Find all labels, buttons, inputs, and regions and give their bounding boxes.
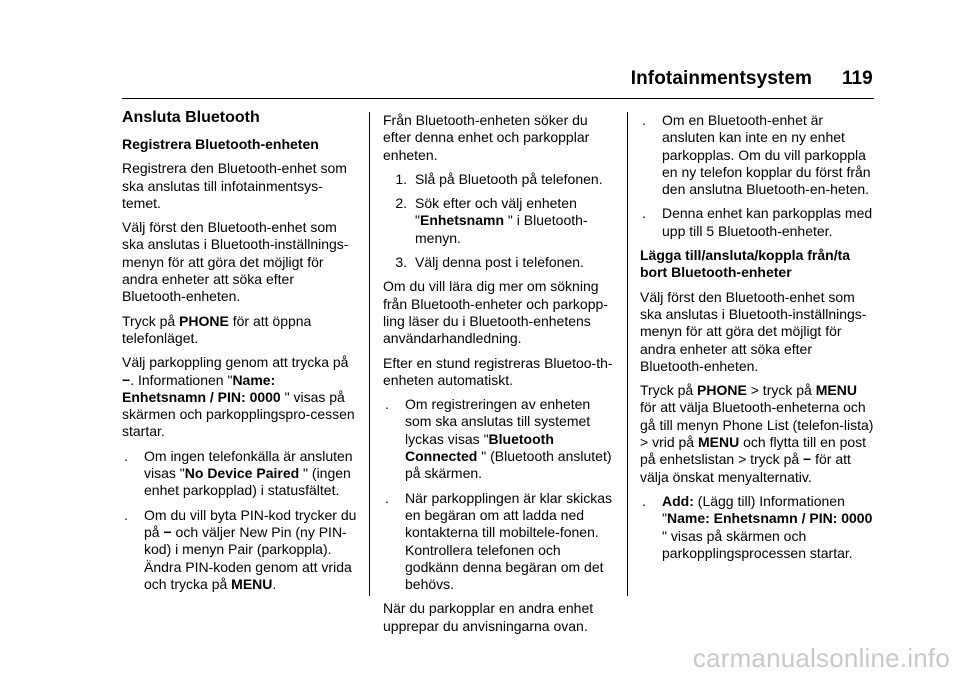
subheading-manage: Lägga till/ansluta/koppla från/ta bort Bluetooth-enheter <box>640 247 851 281</box>
subheading-register: Registrera Bluetooth-enheten <box>122 136 319 152</box>
paragraph: Välj först den Bluetooth-enhet som ska anslutas i Bluetooth-inställnings-menyn för att göra det möjligt för andra enheter att söka efter Bluetooth-enheten. <box>122 219 349 305</box>
dash-symbol: − <box>122 371 131 388</box>
paragraph: Om du vill lära dig mer om sökning från Bluetooth-enheter och parkopp-ling läser du i Bluetooth-enhetens användarhandledning. <box>383 278 608 347</box>
list-item: . Om du vill byta PIN-kod trycker du på − och väljer New Pin (ny PIN-kod) i menyn Pair (parkoppla). Ändra PIN-koden genom att vrida och trycka på MENU. <box>124 506 357 592</box>
list-item: . Om registreringen av enheten som ska anslutas till systemet lyckas visas "Bluetooth Connected " (Bluetooth anslutet) på skärmen. <box>385 396 612 482</box>
bullet-icon: . <box>642 205 646 222</box>
paragraph: Välj först den Bluetooth-enhet som ska anslutas i Bluetooth-inställnings-menyn för att göra det möjligt för andra enheter att söka efter Bluetooth-enheten. <box>640 288 867 374</box>
list-item: . Om ingen telefonkälla är ansluten visas "No Device Paired " (ingen enhet parkopplad) i statusfältet. <box>124 447 353 499</box>
column-divider-1 <box>369 112 370 596</box>
bullet-icon: . <box>124 506 128 523</box>
paragraph: Välj parkoppling genom att trycka på −. Informationen "Name: Enhetsnamn / PIN: 0000 " visas på skärmen och parkopplingspro-cessen startar. <box>122 354 355 440</box>
header-rule <box>122 98 874 99</box>
list-item: . Om en Bluetooth-enhet är ansluten kan inte en ny enhet parkopplas. Om du vill parkoppla en ny telefon kopplar du först från den anslutna Bluetooth-en-heten. <box>642 112 871 198</box>
list-item: . När parkopplingen är klar skickas en begäran om att ladda ned kontakterna till mobiltele-fonen. Kontrollera telefonen och godkänn denna begäran om det behövs. <box>385 489 612 593</box>
paragraph: Tryck på PHONE för att öppna telefonläget. <box>122 312 312 346</box>
numbered-step: 3. Välj denna post i telefonen. <box>395 254 584 271</box>
page-number: 119 <box>842 68 873 89</box>
section-heading: Ansluta Bluetooth <box>122 109 260 126</box>
column-divider-2 <box>627 112 628 596</box>
bullet-icon: . <box>385 396 389 413</box>
column-1 <box>122 108 358 600</box>
dash-symbol: − <box>163 523 172 540</box>
bullet-icon: . <box>642 112 646 128</box>
paragraph: När du parkopplar en andra enhet upprepar du anvisningarna ovan. <box>383 600 594 634</box>
numbered-step: 1. Slå på Bluetooth på telefonen. <box>395 170 603 187</box>
paragraph: Tryck på PHONE > tryck på MENU för att välja Bluetooth-enheterna och gå till menyn Phone List (telefon-lista) > vrid på MENU och flytta till en post på enhetslistan > tryck på − för att välja önskat menyalternativ. <box>640 382 874 485</box>
bullet-icon: . <box>124 447 128 464</box>
column-2 <box>383 112 615 642</box>
paragraph: Från Bluetooth-enheten söker du efter denna enhet och parkopplar enheten. <box>383 112 590 163</box>
running-title: Infotainmentsystem <box>630 68 812 89</box>
button-label-phone: PHONE <box>179 312 229 329</box>
bullet-icon: . <box>385 489 389 506</box>
list-item: . Denna enhet kan parkopplas med upp till 5 Bluetooth-enheter. <box>642 205 873 239</box>
page-header <box>0 68 960 92</box>
numbered-step: 2. Sök efter och välj enheten "Enhetsnamn " i Bluetooth-menyn. <box>395 195 588 246</box>
list-item: . Add: (Lägg till) Informationen "Name: Enhetsnamn / PIN: 0000 " visas på skärmen och parkopplingsprocessen startar. <box>642 492 873 561</box>
dash-symbol: − <box>803 451 812 468</box>
column-3 <box>640 112 876 569</box>
bullet-icon: . <box>642 492 646 509</box>
paragraph: Registrera den Bluetooth-enhet som ska anslutas till infotainmentsys-temet. <box>122 160 347 211</box>
paragraph: Efter en stund registreras Bluetoo-th-enheten automatiskt. <box>383 354 613 388</box>
watermark: carmanualsonline.info <box>692 643 950 673</box>
